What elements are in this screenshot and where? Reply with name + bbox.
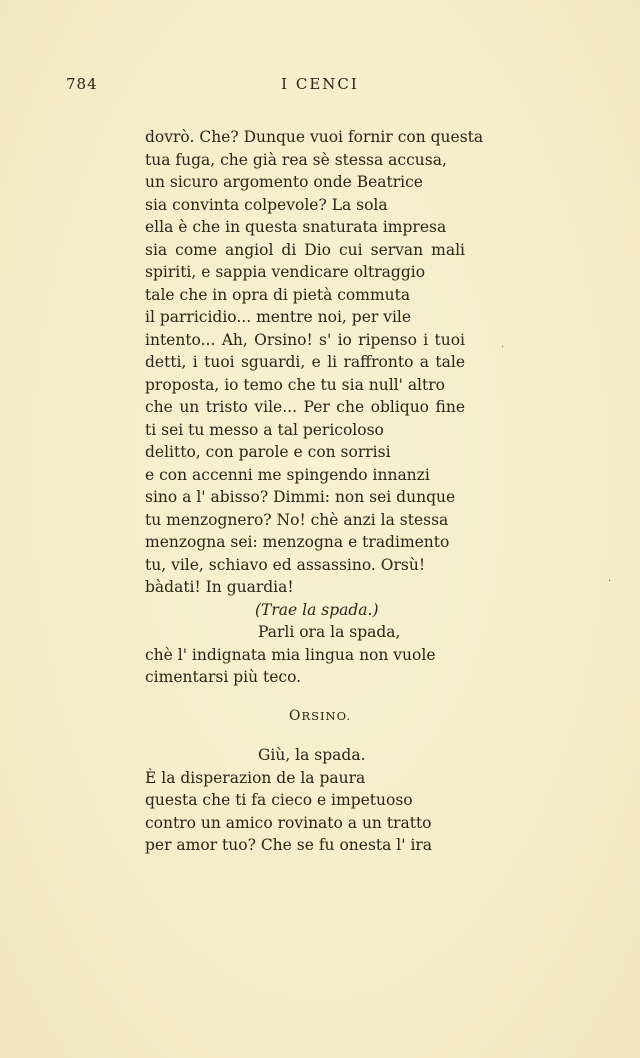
verse-line: un sicuro argomento onde Beatrice bbox=[145, 173, 423, 191]
speaker-rest: RSINO. bbox=[301, 709, 352, 723]
verse-line: tu, vile, schiavo ed assassino. Orsù! bbox=[145, 555, 426, 574]
verse-line: sia come angiol di Dio cui servan mali bbox=[145, 240, 465, 259]
stage-direction: (Trae la spada.) bbox=[255, 600, 379, 619]
verse-line: È la disperazion de la paura bbox=[145, 768, 366, 787]
verse-line: detti, i tuoi sguardi, e li raffronto a tale bbox=[145, 353, 465, 371]
verse-line: menzogna sei: menzogna e tradimento bbox=[145, 533, 450, 551]
verse-line: tua fuga, che già rea sè stessa accusa, bbox=[145, 150, 447, 169]
verse-line: chè l' indignata mia lingua non vuole bbox=[145, 645, 436, 664]
verse-passage-1 bbox=[145, 126, 484, 689]
verse-line: proposta, io temo che tu sia null' altro bbox=[145, 375, 445, 394]
verse-line: per amor tuo? Che se fu onesta l' ira bbox=[145, 836, 433, 854]
verse-line: dovrò. Che? Dunque vuoi fornir con questa bbox=[145, 128, 484, 146]
verse-line: delitto, con parole e con sorrisi bbox=[145, 443, 391, 461]
verse-line: Parli ora la spada, bbox=[258, 623, 401, 641]
verse-line: tale che in opra di pietà commuta bbox=[145, 285, 411, 304]
speaker-name bbox=[0, 708, 640, 724]
verse-line: sino a l' abisso? Dimmi: non sei dunque bbox=[145, 488, 456, 506]
page-number: 784 bbox=[66, 75, 98, 93]
verse-line: che un tristo vile... Per che obliquo fine bbox=[145, 398, 465, 416]
verse-line: cimentarsi più teco. bbox=[145, 668, 302, 686]
verse-line: intento... Ah, Orsino! s' io ripenso i tuoi bbox=[145, 330, 465, 349]
running-head: I CENCI bbox=[281, 75, 359, 93]
verse-line: bàdati! In guardia! bbox=[145, 578, 294, 596]
verse-line: contro un amico rovinato a un tratto bbox=[145, 813, 432, 832]
paper-speck: · bbox=[608, 576, 612, 587]
verse-line: il parricidio... mentre noi, per vile bbox=[145, 308, 412, 326]
speaker-initial: O bbox=[288, 708, 302, 724]
paper-speck: · bbox=[501, 342, 505, 353]
verse-line: e con accenni me spingendo innanzi bbox=[145, 465, 430, 484]
verse-line: Giù, la spada. bbox=[258, 746, 366, 764]
verse-line: sia convinta colpevole? La sola bbox=[145, 195, 388, 214]
verse-passage-2 bbox=[145, 744, 465, 857]
verse-line: tu menzognero? No! chè anzi la stessa bbox=[145, 510, 449, 529]
verse-line: ella è che in questa snaturata impresa bbox=[145, 218, 447, 236]
verse-line: spiriti, e sappia vendicare oltraggio bbox=[145, 263, 426, 281]
verse-line: questa che ti fa cieco e impetuoso bbox=[145, 791, 413, 809]
verse-line: ti sei tu messo a tal pericoloso bbox=[145, 420, 384, 439]
